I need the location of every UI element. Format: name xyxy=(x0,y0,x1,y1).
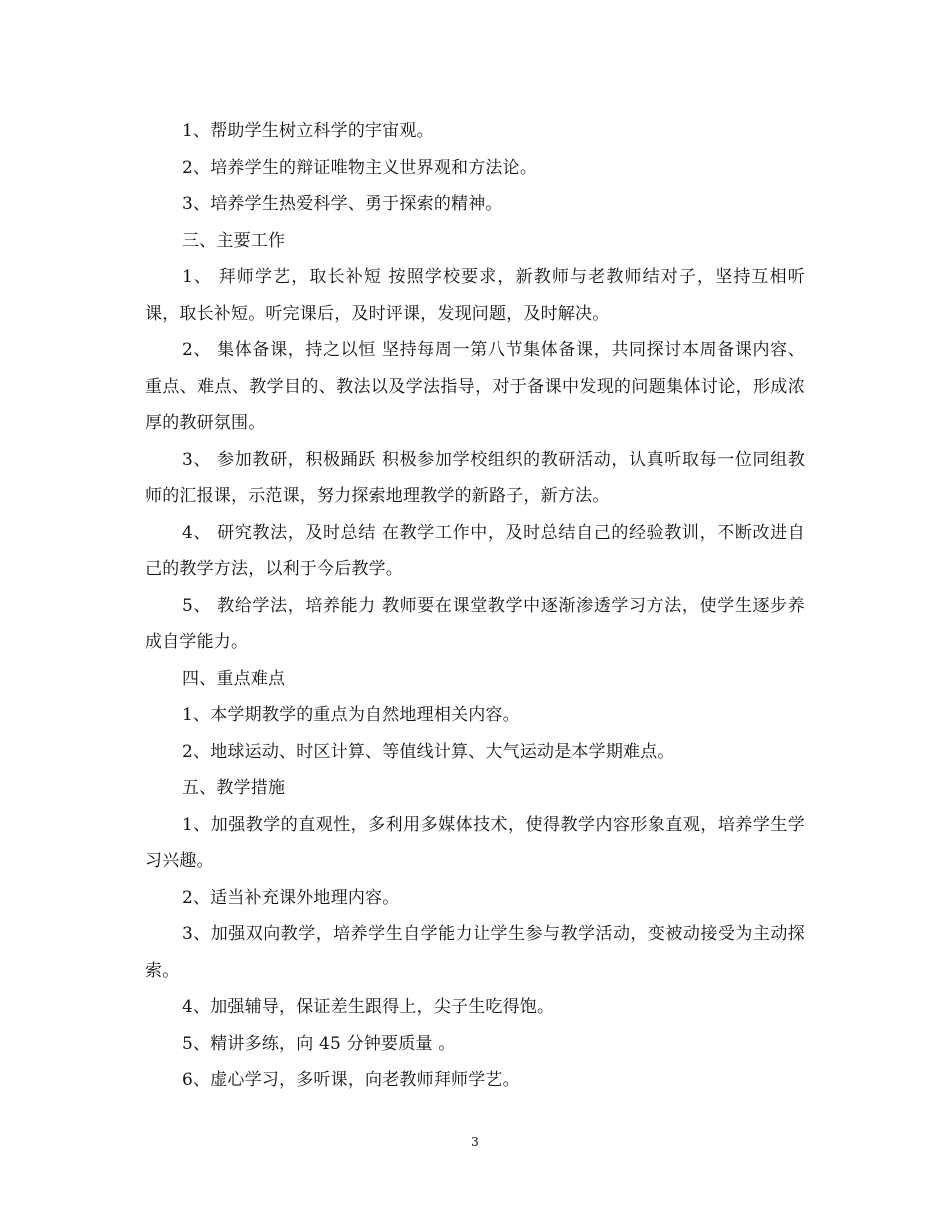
paragraph: 5、 教给学法，培养能力 教师要在课堂教学中逐渐渗透学习方法，使学生逐步养成自学能力。 xyxy=(145,595,805,652)
section-heading: 五、教学措施 xyxy=(182,778,286,798)
section-heading: 四、重点难点 xyxy=(182,668,286,689)
paragraph: 4、 研究教法，及时总结 在教学工作中，及时总结自己的经验教训，不断改进自己的教学方法，以利于今后教学。 xyxy=(145,522,805,579)
section-heading: 三、主要工作 xyxy=(182,230,286,251)
paragraph: 3、 参加教研，积极踊跃 积极参加学校组织的教研活动，认真听取每一位同组教师的汇报课，示范课，努力探索地理教学的新路子，新方法。 xyxy=(145,449,805,506)
paragraph: 6、虚心学习，多听课，向老教师拜师学艺。 xyxy=(182,1070,520,1090)
paragraph: 2、培养学生的辩证唯物主义世界观和方法论。 xyxy=(182,157,538,178)
paragraph: 2、适当补充课外地理内容。 xyxy=(182,887,400,908)
paragraph: 1、本学期教学的重点为自然地理相关内容。 xyxy=(182,705,520,725)
page-number: 3 xyxy=(471,1135,479,1149)
paragraph: 4、加强辅导，保证差生跟得上，尖子生吃得饱。 xyxy=(182,997,555,1017)
paragraph: 1、帮助学生树立科学的宇宙观。 xyxy=(182,121,434,141)
paragraph: 3、培养学生热爱科学、勇于探索的精神。 xyxy=(182,194,503,214)
document-body xyxy=(145,113,805,1099)
paragraph: 1、 拜师学艺，取长补短 按照学校要求，新教师与老教师结对子，坚持互相听课，取长补短。听完课后，及时评课，发现问题，及时解决。 xyxy=(145,267,805,324)
paragraph: 3、加强双向教学，培养学生自学能力让学生参与教学活动，变被动接受为主动探索。 xyxy=(145,924,805,981)
paragraph: 2、 集体备课，持之以恒 坚持每周一第八节集体备课，共同探讨本周备课内容、重点、难点、教学目的、教法以及学法指导，对于备课中发现的问题集体讨论，形成浓厚的教研氛围。 xyxy=(145,340,805,433)
paragraph: 2、地球运动、时区计算、等值线计算、大气运动是本学期难点。 xyxy=(182,741,675,762)
paragraph: 1、加强教学的直观性，多利用多媒体技术，使得教学内容形象直观，培养学生学习兴趣。 xyxy=(145,814,805,871)
paragraph: 5、精讲多练，向 45 分钟要质量 。 xyxy=(182,1033,456,1054)
